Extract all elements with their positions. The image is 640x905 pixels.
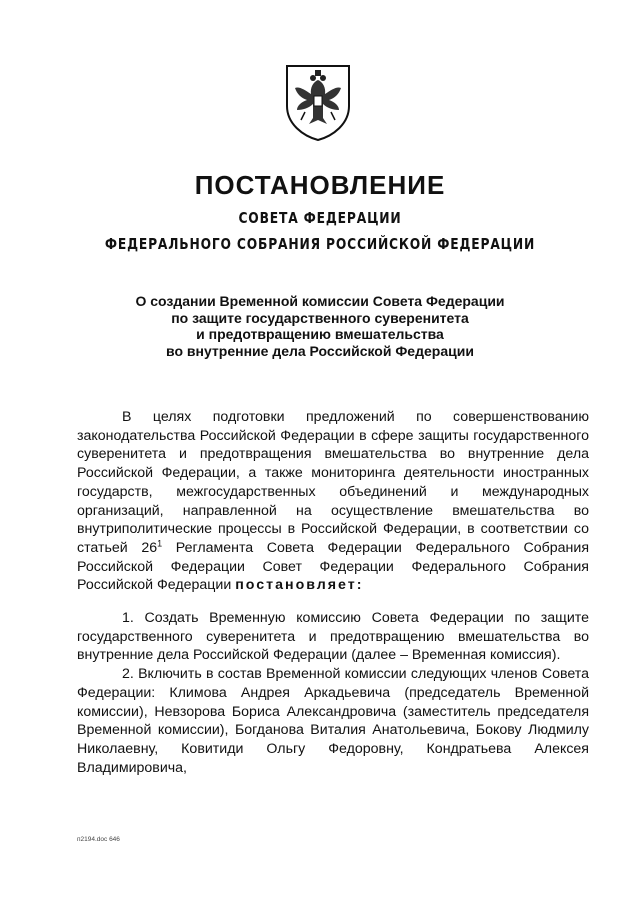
subject-line: О создании Временной комиссии Совета Федерации	[135, 293, 505, 309]
subject-line: во внутренние дела Российской Федерации	[166, 342, 474, 359]
document-subtitle-council: СОВЕТА ФЕДЕРАЦИИ	[238, 209, 402, 227]
item-paragraph-1: 1. Создать Временную комиссию Совета Федерации по защите государственного суверенитета и предотвращению вмешательства во внутренние дела Российской Федерации (далее – Временная комиссия).	[77, 610, 589, 664]
coat-of-arms-icon	[283, 62, 353, 142]
preamble-text-continued: Регламента Совета Федерации Федерального Собрания Российской Федерации Совет Федерации Федерального Собрания Российской Федерации	[77, 539, 589, 594]
subject-line: и предотвращению вмешательства	[196, 326, 444, 342]
file-reference: п2194.doc 646	[77, 836, 120, 843]
preamble-text: В целях подготовки предложений по совершенствованию законодательства Российской Федерации в сфере защиты государственного суверенитета и предотвращения вмешательства во внутренние дела Российской Федерации, а также мониторинга деятельности иностранных государств, межгосударственных объединений и международных организаций, направленной на осуществление вмешательства во внутриполитические процессы в Российской Федерации, в соответствии со статьей 26	[77, 409, 589, 556]
document-subject	[0, 293, 640, 359]
article-superscript: 1	[157, 538, 163, 549]
decree-word: постановляет:	[235, 577, 364, 594]
document-subtitle-assembly: ФЕДЕРАЛЬНОГО СОБРАНИЯ РОССИЙСКОЙ ФЕДЕРАЦИИ	[104, 235, 536, 253]
subject-line: по защите государственного суверенитета	[171, 309, 469, 326]
preamble-paragraph	[77, 408, 589, 595]
item-paragraph-2: 2. Включить в состав Временной комиссии следующих членов Совета Федерации: Климова Андрея Аркадьевича (председатель Временной комиссии), Невзорова Бориса Александровича (заместитель председателя Временной комиссии), Богданова Виталия Анатольевича, Бокову Людмилу Николаевну, Ковитиди Ольгу Федоровну, Кондратьева Алексея Владимировича,	[77, 666, 589, 776]
document-body	[77, 408, 589, 777]
document-title: ПОСТАНОВЛЕНИЕ	[194, 170, 446, 200]
